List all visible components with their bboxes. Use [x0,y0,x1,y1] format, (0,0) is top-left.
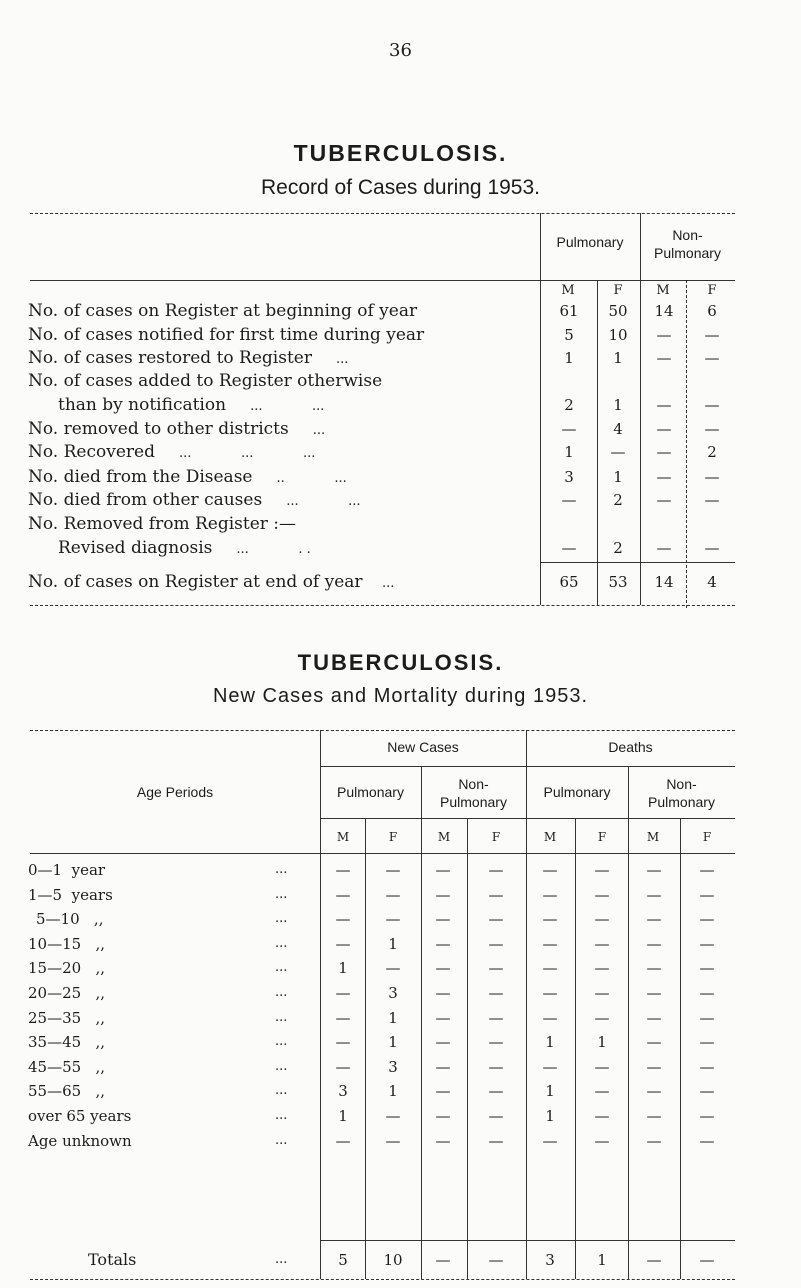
mortality-cell: — [699,959,715,978]
mortality-cell: 3 [388,1057,398,1076]
mortality-cell: — [542,861,558,879]
mortality-cell: — [699,1057,715,1076]
totals-dots: ... [275,1252,288,1267]
mortality-cell: — [335,1008,351,1027]
record-row-label: No. Removed from Register :— [28,514,297,534]
page-number: 36 [389,40,412,61]
mortality-cell: 1 [545,1082,555,1101]
mortality-cell: 1 [597,1033,607,1052]
new-cases-header: New Cases [387,739,459,755]
mortality-cell: — [646,861,662,879]
age-periods-header: Age Periods [136,784,214,800]
mortality-cell: — [699,1033,715,1052]
mortality-cell: — [435,1033,451,1052]
mortality-cell: — [435,1008,451,1027]
record-cell: — [656,491,672,509]
record-cell: — [704,396,720,414]
record-cell: 14 [654,302,674,320]
record-cell: 2 [564,396,574,414]
record-cell: — [704,491,720,509]
record-row-label: No. of cases restored to Register ... [28,348,349,368]
mortality-cell: — [646,1107,662,1125]
leader-dots: ... [275,1009,288,1025]
record-cell: — [656,396,672,414]
leader-dots: ... [275,985,288,1000]
mortality-cell: — [385,885,401,904]
mortality-cell: 1 [388,934,398,953]
sub-header-m: M [656,283,670,298]
sub-header-m: M [336,830,350,844]
non-pulmonary-header: Non- Pulmonary [654,227,721,261]
totals-cell: 1 [597,1251,607,1269]
mortality-cell: — [488,1082,504,1101]
mortality-cell: — [646,959,662,978]
mortality-cell: — [542,959,558,978]
leader-dots: ... [275,960,288,976]
mortality-cell: — [699,910,715,929]
record-cell: 1 [564,443,574,461]
mortality-cell: — [435,1131,451,1150]
totals-label: Totals [88,1250,137,1269]
record-row-label: than by notification ... ... [58,395,325,415]
mortality-cell: — [488,1107,504,1125]
mortality-cell: — [335,910,351,929]
record-cell: 5 [564,326,574,344]
leader-dots: ... [275,886,288,902]
mortality-cell: — [488,1008,504,1027]
age-period-label: Age unknown [28,1131,132,1150]
record-cell: — [704,468,720,486]
totals-cell: — [488,1251,504,1269]
pulmonary-header: Pulmonary [556,234,624,250]
mortality-cell: — [542,1131,558,1150]
mortality-cell: — [488,959,504,978]
death-pulmonary-header: Pulmonary [543,784,611,800]
mortality-cell: — [335,885,351,904]
record-cell: — [561,539,577,557]
record-row-label: No. died from other causes ... ... [28,490,361,510]
record-row-label: No. of cases on Register at beginning of year [28,301,418,321]
mortality-cell: — [488,1033,504,1052]
totals-cell: — [435,1251,451,1269]
mortality-cell: — [435,934,451,953]
mortality-cell: — [435,885,451,904]
leader-dots: ... [275,935,288,951]
record-row-label: Revised diagnosis ... . . [58,538,311,558]
totals-cell: — [646,1251,662,1269]
mortality-title: TUBERCULOSIS. [297,650,504,675]
mortality-cell: — [699,1082,715,1101]
record-cell: 1 [613,349,623,367]
new-pulmonary-header: Pulmonary [337,784,404,800]
mortality-cell: 1 [338,959,348,978]
record-title: TUBERCULOSIS. [293,140,508,166]
totals-cell: 5 [338,1251,348,1269]
age-period-label: over 65 years [28,1107,132,1125]
mortality-cell: 3 [388,984,398,1002]
mortality-cell: — [488,910,504,929]
age-period-label: 20—25 ,, [28,984,106,1002]
record-row-label: No. Recovered ... ... ... [28,442,316,462]
age-period-label: 15—20 ,, [28,959,106,978]
record-cell: — [704,349,720,367]
record-cell: — [656,349,672,367]
mortality-cell: — [646,885,662,904]
record-cell: 61 [559,302,579,320]
age-period-label: 45—55 ,, [28,1057,106,1076]
mortality-cell: — [335,861,351,879]
mortality-cell: — [335,934,351,953]
record-cell: 2 [707,443,717,461]
mortality-cell: — [542,934,558,953]
record-row-label: No. of cases added to Register otherwise [28,371,383,391]
mortality-cell: — [646,984,662,1002]
mortality-cell: — [594,861,610,879]
record-cell: — [656,539,672,557]
mortality-cell: — [646,1082,662,1101]
mortality-cell: — [542,885,558,904]
mortality-cell: — [594,984,610,1002]
mortality-cell: 3 [338,1082,348,1101]
sub-header-f: F [388,830,398,844]
mortality-cell: — [646,1008,662,1027]
record-cell: 2 [613,491,623,509]
mortality-cell: — [542,1008,558,1027]
sub-header-m: M [561,283,575,298]
mortality-cell: — [699,1107,715,1125]
mortality-cell: — [488,984,504,1002]
death-nonpulmonary-header: Non- Pulmonary [648,776,715,810]
record-cell: — [561,491,577,509]
age-period-label: 10—15 ,, [28,934,106,953]
deaths-header: Deaths [608,739,653,755]
mortality-cell: 1 [545,1107,555,1125]
mortality-cell: — [699,984,715,1002]
leader-dots: ... [275,1083,288,1099]
mortality-cell: — [435,1057,451,1076]
mortality-cell: — [488,861,504,879]
mortality-cell: — [542,1057,558,1076]
leader-dots: ... [275,1108,288,1123]
leader-dots: ... [275,862,288,877]
record-cell: 10 [608,326,628,344]
mortality-cell: — [335,984,351,1002]
mortality-cell: — [385,910,401,929]
record-cell: — [656,468,672,486]
mortality-cell: 1 [388,1033,398,1052]
sub-header-m: M [543,830,557,844]
mortality-cell: — [646,910,662,929]
sub-header-m: M [646,830,660,844]
mortality-cell: — [594,1057,610,1076]
total-nonpulmonary-m: 14 [654,573,674,591]
mortality-cell: 1 [388,1008,398,1027]
record-cell: — [610,443,626,461]
mortality-cell: — [594,1131,610,1150]
mortality-cell: — [385,861,401,879]
record-cell: 50 [608,302,628,320]
record-total-label: No. of cases on Register at end of year ... [28,572,395,592]
mortality-cell: — [594,934,610,953]
totals-cell: 10 [383,1251,403,1269]
sub-header-f: F [491,830,501,844]
record-cell: — [704,539,720,557]
record-subtitle: Record of Cases during 1953. [261,176,540,199]
mortality-cell: — [542,984,558,1002]
mortality-cell: — [646,1131,662,1150]
record-cell: 1 [613,396,623,414]
total-pulmonary-f: 53 [608,573,628,591]
mortality-cell: — [335,1131,351,1150]
new-nonpulmonary-header: Non- Pulmonary [440,776,507,810]
mortality-cell: 1 [388,1082,398,1101]
mortality-cell: — [699,861,715,879]
record-cell: 6 [707,302,717,320]
sub-header-f: F [597,830,607,844]
age-period-label: 35—45 ,, [28,1033,106,1052]
mortality-cell: — [435,861,451,879]
leader-dots: ... [275,1058,288,1074]
record-cell: — [704,420,720,438]
mortality-cell: — [699,1008,715,1027]
mortality-cell: — [646,934,662,953]
age-period-label: 55—65 ,, [28,1082,106,1101]
mortality-cell: — [594,1107,610,1125]
mortality-cell: — [385,1107,401,1125]
totals-cell: — [699,1251,715,1269]
mortality-cell: — [385,1131,401,1150]
mortality-cell: — [699,885,715,904]
leader-dots: ... [275,1034,288,1050]
mortality-cell: — [435,1082,451,1101]
record-row-label: No. of cases notified for first time during year [28,325,425,345]
sub-header-f: F [707,283,717,298]
record-cell: — [656,420,672,438]
mortality-cell: — [594,910,610,929]
mortality-cell: — [488,1131,504,1150]
mortality-subtitle: New Cases and Mortality during 1953. [212,685,589,707]
mortality-cell: — [435,959,451,978]
mortality-cell: — [542,910,558,929]
mortality-cell: — [488,1057,504,1076]
age-period-label: 0—1 year [28,861,106,879]
mortality-cell: — [594,1082,610,1101]
mortality-cell: — [435,984,451,1002]
sub-header-f: F [613,283,623,298]
record-cell: — [656,326,672,344]
mortality-cell: — [335,1033,351,1052]
sub-header-f: F [702,830,712,844]
record-cell: — [561,420,577,438]
mortality-cell: — [594,885,610,904]
mortality-cell: — [435,910,451,929]
mortality-cell: — [646,1033,662,1052]
mortality-cell: — [488,934,504,953]
mortality-cell: — [385,959,401,978]
totals-cell: 3 [545,1251,555,1269]
record-row-label: No. removed to other districts ... [28,419,326,439]
mortality-cell: — [699,934,715,953]
record-cell: 1 [613,468,623,486]
age-period-label: 5—10 ,, [36,910,104,929]
mortality-cell: 1 [338,1107,348,1125]
mortality-cell: — [488,885,504,904]
leader-dots: ... [275,1132,288,1148]
age-period-label: 25—35 ,, [28,1008,106,1027]
record-cell: 4 [613,420,623,438]
record-cell: 2 [613,539,623,557]
mortality-cell: — [435,1107,451,1125]
mortality-cell: 1 [545,1033,555,1052]
mortality-cell: — [699,1131,715,1150]
age-period-label: 1—5 years [28,885,113,904]
mortality-cell: — [335,1057,351,1076]
sub-header-m: M [437,830,451,844]
mortality-cell: — [594,959,610,978]
leader-dots: ... [275,911,288,927]
record-cell: — [704,326,720,344]
record-cell: 1 [564,349,574,367]
record-row-label: No. died from the Disease .. ... [28,467,347,487]
total-nonpulmonary-f: 4 [707,573,717,591]
total-pulmonary-m: 65 [559,573,579,591]
record-cell: 3 [564,468,574,486]
record-cell: — [656,443,672,461]
mortality-cell: — [594,1008,610,1027]
mortality-cell: — [646,1057,662,1076]
